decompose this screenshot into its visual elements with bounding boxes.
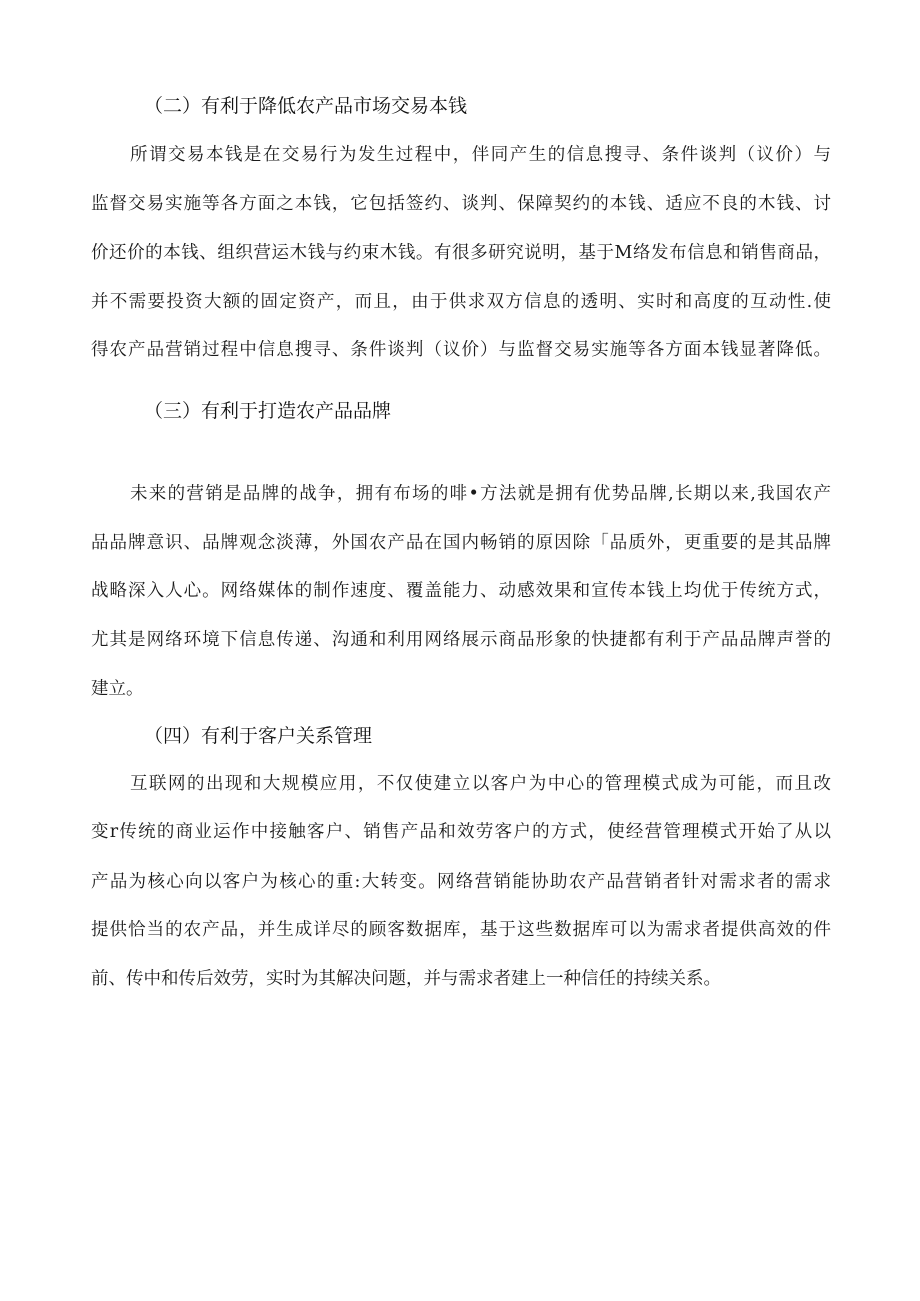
paragraph-line: 互联网的出现和大规模应用，不仅使建立以客户为中心的管理模式成为可能，而且改 (130, 774, 831, 794)
paragraph-line: 所谓交易本钱是在交易行为发生过程中，伴同产生的信息搜寻、条件谈判（议价）与 (130, 145, 831, 165)
paragraph-line: 产品为核心向以客户为核心的重:大转变。网络营销能协助农产品营销者针对需求者的需求 (91, 872, 831, 892)
paragraph-line: 建立。 (91, 679, 144, 699)
paragraph-line: 监督交易实施等各方面之本钱，它包括签约、谈判、保障契约的本钱、适应不良的木钱、讨 (91, 194, 831, 214)
paragraph-line: 未来的营销是品牌的战争，拥有布场的啡•方法就是拥有优势品牌,长期以来,我国农产 (130, 484, 831, 504)
paragraph-line: 前、传中和传后效劳，实时为其解决问题，并与需求者建上一种信任的持续关系。 (91, 969, 721, 989)
paragraph-line: 得农产品营销过程中信息搜寻、条件谈判（议价）与监督交易实施等各方面本钱显著降低。 (91, 340, 831, 360)
paragraph-line: 尤其是网络环境下信息传递、沟通和利用网络展示商品形象的快捷都有利于产品品牌声誉的 (91, 630, 831, 650)
paragraph-line: 变r传统的商业运作中接触客户、销售产品和效劳客户的方式，使经营管理模式开始了从以 (91, 822, 831, 842)
section-heading-4: （四）有利于客户关系管理 (144, 725, 373, 747)
paragraph-line: 品品牌意识、品牌观念淡薄，外国农产品在国内畅销的原因除「品质外，更重要的是其品牌 (91, 533, 831, 553)
paragraph-line: 价还价的本钱、组织营运木钱与约束木钱。有很多研究说明，基于M络发布信息和销售商品， (91, 243, 831, 263)
paragraph-line: 并不需要投资大额的固定资产，而且，由于供求双方信息的透明、实时和高度的互动性.使 (91, 292, 831, 312)
paragraph-line: 战略深入人心。网络媒体的制作速度、覆盖能力、动感效果和宣传本钱上均优于传统方式， (91, 581, 831, 601)
section-heading-2: （二）有利于降低农产品市场交易本钱 (144, 95, 468, 117)
section-heading-3: （三）有利于打造农产品品牌 (144, 400, 392, 422)
paragraph-line: 提供恰当的农产品，并生成详尽的顾客数据库，基于这些数据库可以为需求者提供高效的件 (91, 920, 831, 940)
